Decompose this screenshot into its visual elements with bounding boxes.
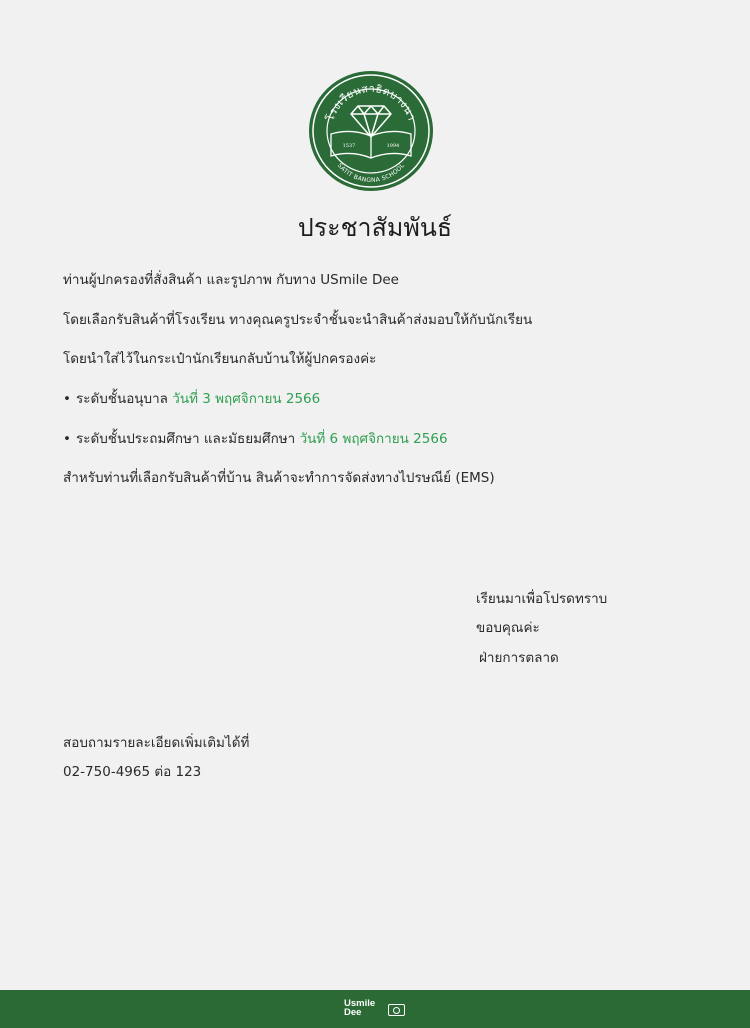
logo-school-name: SATIT BANGNA SCHOOL [335, 162, 407, 185]
announcement-line-4: สำหรับท่านที่เลือกรับสินค้าที่บ้าน สินค้าจะทำการจัดส่งทางไปรษณีย์ (EMS) [63, 470, 495, 486]
logo-year-right: 1994 [386, 143, 400, 149]
footer-bar [0, 990, 750, 1028]
usmile-dee-logo [344, 999, 408, 1021]
camera-icon [388, 1004, 405, 1016]
signature-line-1: เรียนมาเพื่อโปรดทราบ [476, 591, 608, 607]
bullet-marker: • [63, 431, 71, 447]
bullet-date: วันที่ 3 พฤศจิกายน 2566 [172, 391, 321, 407]
bullet-date: วันที่ 6 พฤศจิกายน 2566 [299, 431, 448, 447]
bullet-kindergarten [63, 390, 320, 408]
signature-line-2: ขอบคุณค่ะ [476, 620, 540, 636]
school-logo [307, 70, 435, 192]
bullet-marker: • [63, 391, 71, 407]
bullet-primary-secondary [63, 430, 448, 448]
footer-brand-line-2: Dee [344, 1007, 362, 1018]
announcement-line-3: โดยนำใส่ไว้ในกระเป๋านักเรียนกลับบ้านให้ผู้ปกครองค่ะ [63, 351, 377, 367]
contact-phone: 02-750-4965 ต่อ 123 [63, 764, 202, 780]
bullet-level: ระดับชั้นอนุบาล [75, 391, 168, 407]
contact-label: สอบถามรายละเอียดเพิ่มเติมได้ที่ [63, 735, 250, 751]
bullet-level: ระดับชั้นประถมศึกษา และมัธยมศึกษา [75, 431, 296, 447]
footer-brand-line-1: Usmile [344, 998, 376, 1009]
signature-line-3: ฝ่ายการตลาด [479, 650, 559, 666]
logo-year-left: 1537 [342, 143, 356, 149]
page-title: ประชาสัมพันธ์ [297, 213, 453, 242]
logo-arc-text: โรงเรียนสาธิตบางนา [324, 82, 418, 123]
announcement-line-2: โดยเลือกรับสินค้าที่โรงเรียน ทางคุณครูประจำชั้นจะนำสินค้าส่งมอบให้กับนักเรียน [63, 312, 533, 328]
announcement-line-1: ท่านผู้ปกครองที่สั่งสินค้า และรูปภาพ กับทาง USmile Dee [63, 272, 399, 288]
